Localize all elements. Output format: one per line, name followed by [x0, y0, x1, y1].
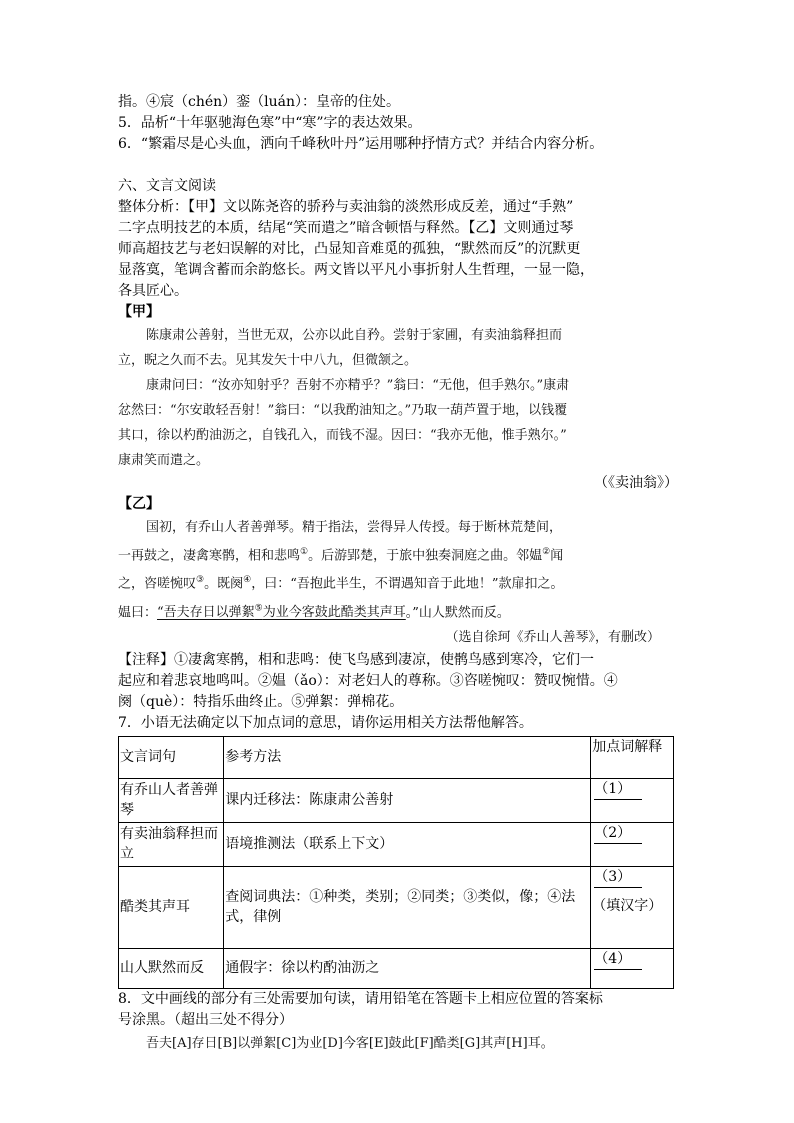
- answer-blank[interactable]: （4）: [591, 948, 674, 988]
- table-cell: 语境推测法（联系上下文）: [224, 822, 591, 866]
- jia-line: 康肃问曰：“汝亦知射乎？吾射不亦精乎？”翁曰：“无他，但手熟尔。”康肃: [146, 378, 570, 393]
- table-cell: 通假字：徐以杓酌油沥之: [224, 948, 591, 988]
- yi-source: （选自徐珂《乔山人善琴》，有删改）: [445, 629, 660, 645]
- answer-table: [118, 736, 674, 989]
- yi-line: 之，咨嗟惋叹③。既阕④，曰：“吾抱此半生，不谓遇知音于此地！”款扉扣之。: [118, 575, 564, 592]
- table-cell: 有乔山人者善弹琴: [119, 778, 224, 822]
- yi-label: 【乙】: [118, 496, 160, 512]
- jia-label: 【甲】: [118, 304, 160, 320]
- underlined-sentence: “吾夫存日以弹絮⑤为业今客鼓此酷类其声耳: [157, 603, 406, 620]
- notes-line: 【注释】①凄禽寒鹘，相和悲鸣：使飞鸟感到凄凉，使鹘鸟感到寒冷，它们一: [118, 651, 594, 668]
- yi-line: 媪曰：“吾夫存日以弹絮⑤为业今客鼓此酷类其声耳。”山人默然而反。: [118, 603, 510, 620]
- yi-line: 一再鼓之，凄禽寒鹘，相和悲鸣①。后游郢楚，于旅中独奏洞庭之曲。邻媪②闻: [118, 547, 564, 564]
- table-cell: 山人默然而反: [119, 948, 224, 988]
- jia-source: （《卖油翁》）: [594, 475, 678, 491]
- yi-line: 国初，有乔山人者善弹琴。精于指法，尝得异人传授。每于断林荒楚间，: [146, 520, 563, 535]
- answer-blank[interactable]: （2）: [591, 822, 674, 866]
- notes-line: 起应和着悲哀地鸣叫。②媪（ǎo）：对老妇人的尊称。③咨嗟惋叹：赞叹惋惜。④: [118, 672, 618, 689]
- jia-line: 立，睨之久而不去。见其发矢十中八九，但微颔之。: [118, 353, 418, 368]
- jia-line: 康肃笑而遣之。: [118, 453, 210, 468]
- question-5: 5．品析“十年驱驰海色寒”中“寒”字的表达效果。: [118, 115, 422, 131]
- answer-blank[interactable]: （3） （填汉字）: [591, 866, 674, 948]
- question-8: 号涂黑。（超出三处不得分）: [118, 1011, 293, 1028]
- q8-options-line: 吾夫[A]存日[B]以弹絮[C]为业[D]今客[E]鼓此[F]酷类[G]其声[H]耳。: [146, 1035, 554, 1051]
- table-header: 文言词句: [119, 736, 224, 778]
- analysis-line: 整体分析：【甲】文以陈尧咨的骄矜与卖油翁的淡然形成反差，通过“手熟”: [118, 199, 574, 215]
- question-8: 8．文中画线的部分有三处需要加句读，请用铅笔在答题卡上相应位置的答案标: [118, 990, 603, 1007]
- jia-line: 忿然曰：“尔安敢轻吾射！”翁曰：“以我酌油知之。”乃取一葫芦置于地，以钱覆: [118, 403, 568, 418]
- analysis-line: 二字点明技艺的本质，结尾“笑而遣之”暗含顿悟与释然。【乙】文则通过琴: [118, 220, 574, 236]
- section-title: 六、文言文阅读: [118, 178, 216, 194]
- table-cell: 查阅词典法：①种类，类别；②同类；③类似，像；④法式，律例: [224, 866, 591, 948]
- answer-blank[interactable]: （1）: [591, 778, 674, 822]
- notes-line: 阕（què）：特指乐曲终止。⑤弹絮：弹棉花。: [118, 693, 404, 710]
- table-cell: 课内迁移法：陈康肃公善射: [224, 778, 591, 822]
- table-header: 加点词解释: [591, 736, 674, 778]
- analysis-line: 显落寞，笔调含蓄而余韵悠长。两文皆以平凡小事折射人生哲理，一显一隐，: [118, 262, 594, 278]
- table-cell: 酷类其声耳: [119, 866, 224, 948]
- jia-line: 陈康肃公善射，当世无双，公亦以此自矜。尝射于家圃，有卖油翁释担而: [146, 328, 563, 343]
- table-header: 参考方法: [224, 736, 591, 778]
- document-page: [118, 92, 678, 1056]
- analysis-line: 各具匠心。: [118, 283, 188, 299]
- question-6: 6．“繁霜尽是心头血，洒向千峰秋叶丹”运用哪种抒情方式？并结合内容分析。: [118, 136, 604, 152]
- analysis-line: 师高超技艺与老妇误解的对比，凸显知音难觅的孤独，“默然而反”的沉默更: [118, 241, 581, 257]
- note-line: 指。④宸（chén）銮（luán）：皇帝的住处。: [118, 94, 401, 110]
- jia-line: 其口，徐以杓酌油沥之，自钱孔入，而钱不湿。因曰：“我亦无他，惟手熟尔。”: [118, 428, 567, 443]
- question-7: 7．小语无法确定以下加点词的意思，请你运用相关方法帮他解答。: [118, 714, 533, 731]
- table-cell: 有卖油翁释担而立: [119, 822, 224, 866]
